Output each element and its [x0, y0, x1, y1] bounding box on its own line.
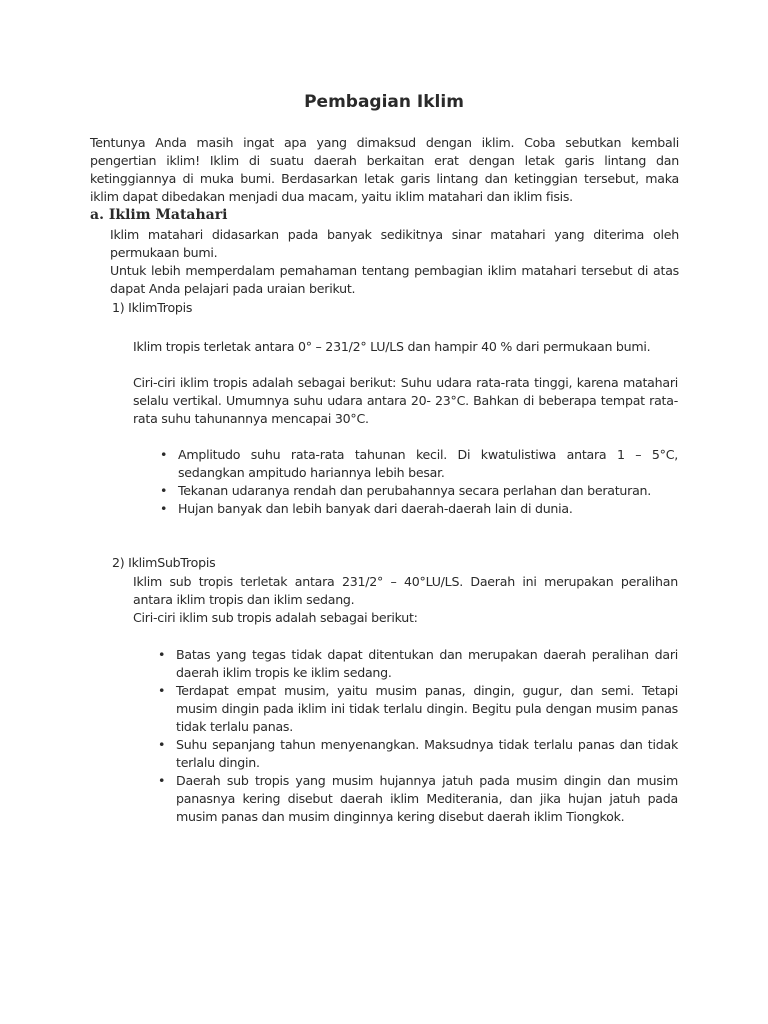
tropis-paragraph-2: Ciri-ciri iklim tropis adalah sebagai berikut: Suhu udara rata-rata tinggi, karena matahari selalu vertikal. Umumnya suhu udara antara 20- 23°C. Bahkan di beberapa tempat rata-rata suhu tahunannya mencapai 30°C.	[133, 375, 678, 426]
list-item	[160, 500, 678, 518]
matahari-paragraph-2: Untuk lebih memperdalam pemahaman tentang pembagian iklim matahari tersebut di atas dapat Anda pelajari pada uraian berikut.	[110, 263, 679, 296]
tropis-bullet-list	[160, 446, 678, 518]
bullet-icon: •	[158, 683, 166, 698]
tropis-paragraph-1: Iklim tropis terletak antara 0° – 231/2° LU/LS dan hampir 40 % dari permukaan bumi.	[133, 339, 651, 354]
list-item-text: Terdapat empat musim, yaitu musim panas, dingin, gugur, dan semi. Tetapi musim dingin pada iklim ini tidak terlalu dingin. Begitu pula dengan musim panas tidak terlalu panas.	[176, 683, 678, 734]
list-item-text: Batas yang tegas tidak dapat ditentukan dan merupakan daerah peralihan dari daerah iklim tropis ke iklim sedang.	[176, 647, 678, 680]
subheading-iklim-tropis: 1) IklimTropis	[112, 300, 193, 315]
list-item-text: Amplitudo suhu rata-rata tahunan kecil. Di kwatulistiwa antara 1 – 5°C, sedangkan ampitudo hariannya lebih besar.	[178, 447, 678, 480]
subtropis-paragraph-2: Ciri-ciri iklim sub tropis adalah sebagai berikut:	[133, 610, 418, 625]
subtropis-paragraph-1: Iklim sub tropis terletak antara 231/2° – 40°LU/LS. Daerah ini merupakan peralihan antara iklim tropis dan iklim sedang.	[133, 574, 678, 607]
bullet-icon: •	[158, 773, 166, 788]
subheading-iklim-subtropis: 2) IklimSubTropis	[112, 555, 216, 570]
bullet-icon: •	[160, 501, 168, 516]
matahari-paragraph-1: Iklim matahari didasarkan pada banyak sedikitnya sinar matahari yang diterima oleh permukaan bumi.	[110, 227, 679, 260]
bullet-icon: •	[158, 647, 166, 662]
list-item-text: Tekanan udaranya rendah dan perubahannya secara perlahan dan beraturan.	[178, 483, 652, 498]
list-item	[160, 446, 678, 482]
list-item	[158, 682, 678, 736]
subtropis-bullet-list	[158, 646, 678, 826]
bullet-icon: •	[158, 737, 166, 752]
bullet-icon: •	[160, 483, 168, 498]
section-heading-iklim-matahari: a. Iklim Matahari	[90, 207, 228, 223]
intro-paragraph: Tentunya Anda masih ingat apa yang dimaksud dengan iklim. Coba sebutkan kembali pengertian iklim! Iklim di suatu daerah berkaitan erat dengan letak garis lintang dan ketinggiannya di muka bumi. Berdasarkan letak garis lintang dan ketinggian tersebut, maka iklim dapat dibedakan menjadi dua macam, yaitu iklim matahari dan iklim fisis.	[90, 135, 679, 204]
list-item-text: Daerah sub tropis yang musim hujannya jatuh pada musim dingin dan musim panasnya kering disebut daerah iklim Mediterania, dan jika hujan jatuh pada musim panas dan musim dinginnya kering disebut daerah iklim Tiongkok.	[176, 773, 678, 824]
page-title: Pembagian Iklim	[304, 92, 464, 112]
list-item	[158, 736, 678, 772]
list-item	[158, 646, 678, 682]
bullet-icon: •	[160, 447, 168, 462]
list-item-text: Suhu sepanjang tahun menyenangkan. Maksudnya tidak terlalu panas dan tidak terlalu dingin.	[176, 737, 678, 770]
list-item	[158, 772, 678, 826]
list-item	[160, 482, 678, 500]
list-item-text: Hujan banyak dan lebih banyak dari daerah-daerah lain di dunia.	[178, 501, 573, 516]
